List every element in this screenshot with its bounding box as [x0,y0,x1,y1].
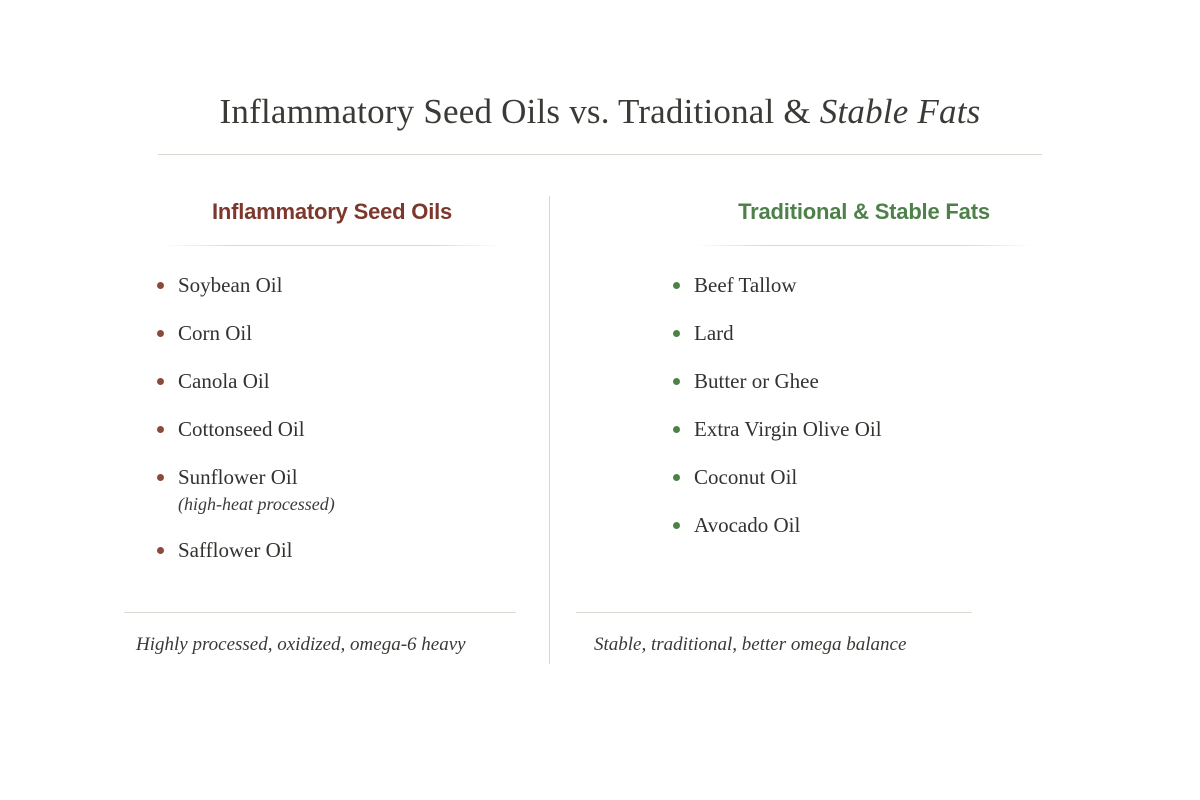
title-divider [158,154,1042,155]
list-item [694,320,1078,347]
left-heading-divider [164,245,500,246]
left-footer-divider [124,612,516,613]
bullet-icon [673,330,680,337]
right-column-heading: Traditional & Stable Fats [738,199,990,225]
list-item-label: Beef Tallow [694,273,797,298]
list-item-label: Lard [694,321,734,346]
list-item-label: Cottonseed Oil [178,416,305,441]
bullet-icon [673,522,680,529]
list-item-note: (high-heat processed) [178,493,335,514]
page-title [0,92,1200,132]
list-item-label: Extra Virgin Olive Oil [694,416,882,441]
list-item [694,272,1078,299]
left-column-caption: Highly processed, oxidized, omega-6 heavy [136,634,466,655]
title-block [0,0,1200,155]
bullet-icon [157,282,164,289]
bullet-icon [673,474,680,481]
list-item-label: Sunflower Oil [178,464,298,489]
left-column-heading: Inflammatory Seed Oils [211,199,453,225]
bullet-icon [673,426,680,433]
list-item [178,464,542,516]
bullet-icon [157,474,164,481]
list-item-label: Canola Oil [178,369,270,393]
column-inflammatory-seed-oils [122,199,600,584]
right-column-caption: Stable, traditional, better omega balance [594,634,907,655]
column-divider [549,196,550,664]
list-item [178,416,542,443]
right-heading-divider [696,245,1032,246]
list-item-label: Soybean Oil [178,273,283,298]
list-item-label: Avocado Oil [694,512,801,537]
page-title-emphasis: Stable Fats [819,92,981,131]
bullet-icon [157,378,164,385]
left-item-list [122,272,542,563]
list-item-label: Coconut Oil [694,464,798,489]
right-item-list [650,272,1078,538]
list-item [694,464,1078,491]
list-item [178,537,542,564]
list-item-label: Butter or Ghee [694,369,819,393]
column-traditional-stable-fats [600,199,1078,584]
right-footer-divider [576,612,972,613]
page-title-main: Inflammatory Seed Oils vs. Traditional & [219,92,820,131]
bullet-icon [157,426,164,433]
bullet-icon [673,282,680,289]
list-item [694,416,1078,443]
list-item [694,368,1078,395]
list-item [178,368,542,395]
list-item [178,320,542,347]
bullet-icon [673,378,680,385]
bullet-icon [157,330,164,337]
bullet-icon [157,547,164,554]
list-item [178,272,542,299]
list-item-label: Corn Oil [178,321,253,346]
list-item-label: Safflower Oil [178,537,293,562]
comparison-columns [0,199,1200,584]
list-item [694,512,1078,539]
